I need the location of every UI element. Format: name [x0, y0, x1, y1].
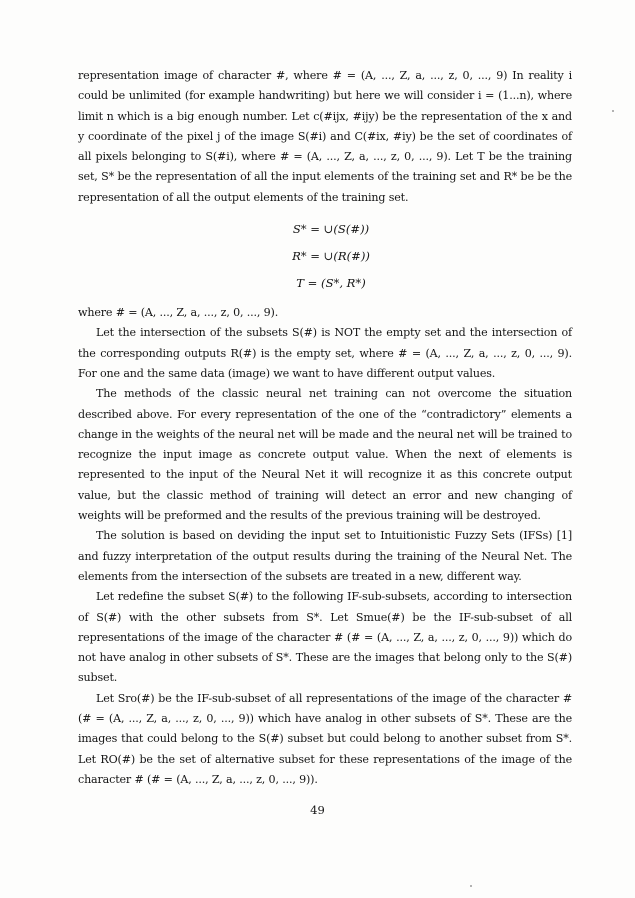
- equation-block: [78, 216, 572, 297]
- paragraph-sro-subset: Let Sro(#) be the IF-sub-subset of all representations of the image of the character # (# = (A, ..., Z, a, ..., z, 0, ..., 9)) which have analog in other subsets of S*. These are the images that could belong to the S(#) subset but could belong to another subset from S*. Let RO(#) be the set of alternative subset for these representations of the image of the character # (# = (A, ..., Z, a, ..., z, 0, ..., 9)).: [78, 691, 572, 786]
- paragraph-classic-methods: The methods of the classic neural net training can not overcome the situation described above. For every representation of the one of the “contradictory” elements a change in the weights of the neural net will be made and the neural net will be trained to recognize the input image as concrete output value. When the next of elements is represented to the input of the Neural Net it will recognize it as this concrete output value, but the classic method of training will detect an error and new changing of weights will be preformed and the results of the previous training will be destroyed.: [78, 387, 572, 523]
- scan-speck: [612, 110, 614, 112]
- paragraph-intersection: Let the intersection of the subsets S(#) is NOT the empty set and the intersection of the corresponding outputs R(#) is the empty set, where # = (A, ..., Z, a, ..., z, 0, ..., 9). For one and the same data (image) we want to have different output values.: [78, 326, 572, 380]
- equation-training-set: T = (S*, R*): [296, 276, 366, 291]
- paragraph-solution: The solution is based on deviding the input set to Intuitionistic Fuzzy Sets (IFSs) [1] and fuzzy interpretation of the output results during the training of the Neural Net. The elements from the intersection of the subsets are treated in a new, different way.: [78, 529, 572, 583]
- equation-r-star: R* = ∪(R(#)): [292, 249, 370, 264]
- paragraph-definitions: representation image of character #, where # = (A, ..., Z, a, ..., z, 0, ..., 9) In reality i could be unlimited (for example handwriting) but here we will consider i = (1...n), where limit n which is a big enough number. Let c(#ijx, #ijy) be the representation of the x and y coordinate of the pixel j of the image S(#i) and C(#ix, #iy) be the set of coordinates of all pixels belonging to S(#i), where # = (A, ..., Z, a, ..., z, 0, ..., 9). Let T be the training set, S* be the representation of all the input elements of the training set and R* be be the representation of all the output elements of the training set.: [78, 69, 572, 204]
- paragraph-smue-subset: Let redefine the subset S(#) to the following IF-sub-subsets, according to intersection of S(#) with the other subsets from S*. Let Smue(#) be the IF-sub-subset of all representations of the image of the character # (# = (A, ..., Z, a, ..., z, 0, ..., 9)) which do not have analog in other subsets of S*. These are the images that belong only to the S(#) subset.: [78, 590, 572, 685]
- paragraph-where-clause: where # = (A, ..., Z, a, ..., z, 0, ..., 9).: [78, 306, 279, 320]
- page-number: 49: [310, 803, 325, 817]
- scan-speck: [470, 885, 472, 887]
- page-body: [78, 66, 572, 790]
- equation-s-star: S* = ∪(S(#)): [292, 222, 370, 237]
